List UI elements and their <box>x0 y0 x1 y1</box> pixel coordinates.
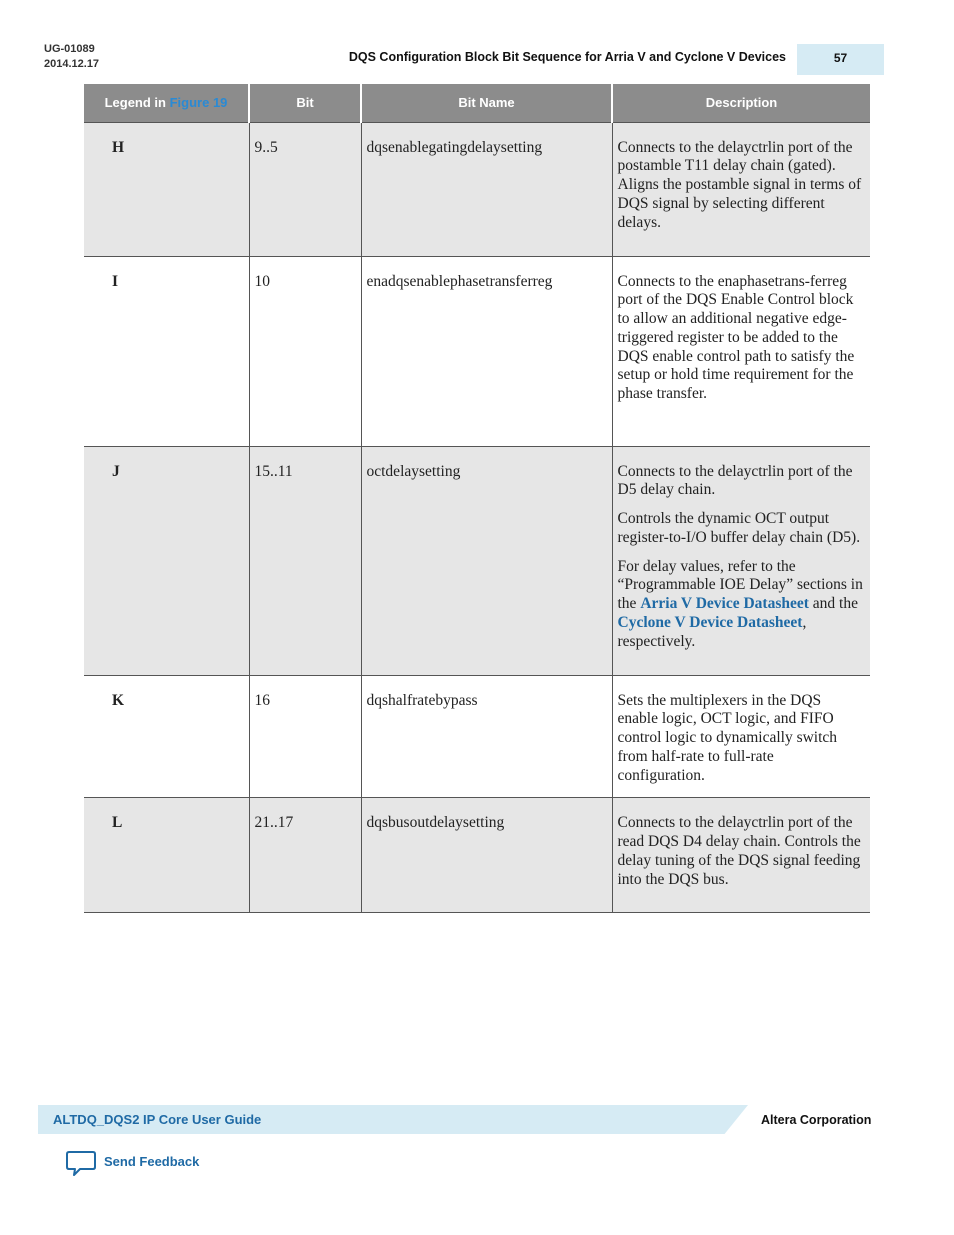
description-cell: Connects to the enaphasetrans-ferreg port of the DQS Enable Control block to allow an additional negative edge-triggered register to be added to the DQS enable control path to satisfy the setup or hold time requirement for the phase transfer. <box>612 256 870 446</box>
column-header-bit: Bit <box>249 84 361 122</box>
document-date: 2014.12.17 <box>44 58 100 70</box>
section-title: DQS Configuration Block Bit Sequence for Arria V and Cyclone V Devices <box>348 50 786 64</box>
bit-name-cell: enadqsenablephasetransferreg <box>361 256 612 446</box>
bit-name-cell: dqshalfratebypass <box>361 675 612 798</box>
description-paragraph <box>618 558 865 652</box>
page-number: 57 <box>797 44 884 75</box>
legend-cell: H <box>84 122 249 256</box>
bit-name-cell: octdelaysetting <box>361 446 612 675</box>
legend-header-text: Legend in <box>104 95 166 111</box>
legend-cell: K <box>84 675 249 798</box>
description-cell: Connects to the delayctrlin port of the postamble T11 delay chain (gated). Aligns the postamble signal in terms of DQS signal by selecting different delays. <box>612 122 870 256</box>
bit-name-cell: dqsenablegatingdelaysetting <box>361 122 612 256</box>
bit-cell: 10 <box>249 256 361 446</box>
description-text: , respectively. <box>617 614 807 650</box>
bit-cell: 21..17 <box>249 798 361 913</box>
legend-cell: I <box>84 256 249 446</box>
column-header-legend <box>84 84 249 122</box>
cyclone-v-datasheet-link[interactable]: Cyclone V Device Datasheet <box>617 614 803 632</box>
table-row <box>84 446 870 675</box>
figure-19-link[interactable]: Figure 19 <box>169 95 228 111</box>
legend-cell: L <box>84 798 249 913</box>
table-row <box>84 256 870 446</box>
description-text: and the <box>808 595 858 613</box>
send-feedback-label: Send Feedback <box>104 1153 200 1169</box>
arria-v-datasheet-link[interactable]: Arria V Device Datasheet <box>640 595 809 613</box>
legend-cell: J <box>84 446 249 675</box>
description-paragraph: Connects to the delayctrlin port of the D5 delay chain. <box>617 462 853 499</box>
table-header-row <box>84 84 870 122</box>
speech-bubble-icon <box>66 1150 96 1178</box>
document-id: UG-01089 <box>44 43 95 55</box>
bit-sequence-table <box>84 84 870 913</box>
description-cell: Connects to the delayctrlin port of the read DQS D4 delay chain. Controls the delay tuning of the DQS signal feeding into the DQS bus. <box>612 798 870 913</box>
description-text: For delay values, refer to the “Programmable IOE Delay” sections in the <box>617 557 863 613</box>
send-feedback-link[interactable] <box>66 1150 199 1178</box>
description-cell <box>612 446 870 675</box>
footer-guide-title[interactable]: ALTDQ_DQS2 IP Core User Guide <box>53 1112 262 1127</box>
bit-cell: 9..5 <box>249 122 361 256</box>
bit-name-cell: dqsbusoutdelaysetting <box>361 798 612 913</box>
bit-cell: 15..11 <box>249 446 361 675</box>
description-cell: Sets the multiplexers in the DQS enable logic, OCT logic, and FIFO control logic to dynamically switch from half-rate to full-rate configuration. <box>612 675 870 798</box>
bit-cell: 16 <box>249 675 361 798</box>
column-header-bit-name: Bit Name <box>361 84 612 122</box>
description-paragraph: Controls the dynamic OCT output register-to-I/O buffer delay chain (D5). <box>617 510 861 546</box>
table-row <box>84 122 870 256</box>
column-header-description: Description <box>612 84 870 122</box>
table-row <box>84 675 870 798</box>
footer-company: Altera Corporation <box>761 1113 872 1127</box>
document-id-block <box>44 42 99 72</box>
table-row <box>84 798 870 913</box>
